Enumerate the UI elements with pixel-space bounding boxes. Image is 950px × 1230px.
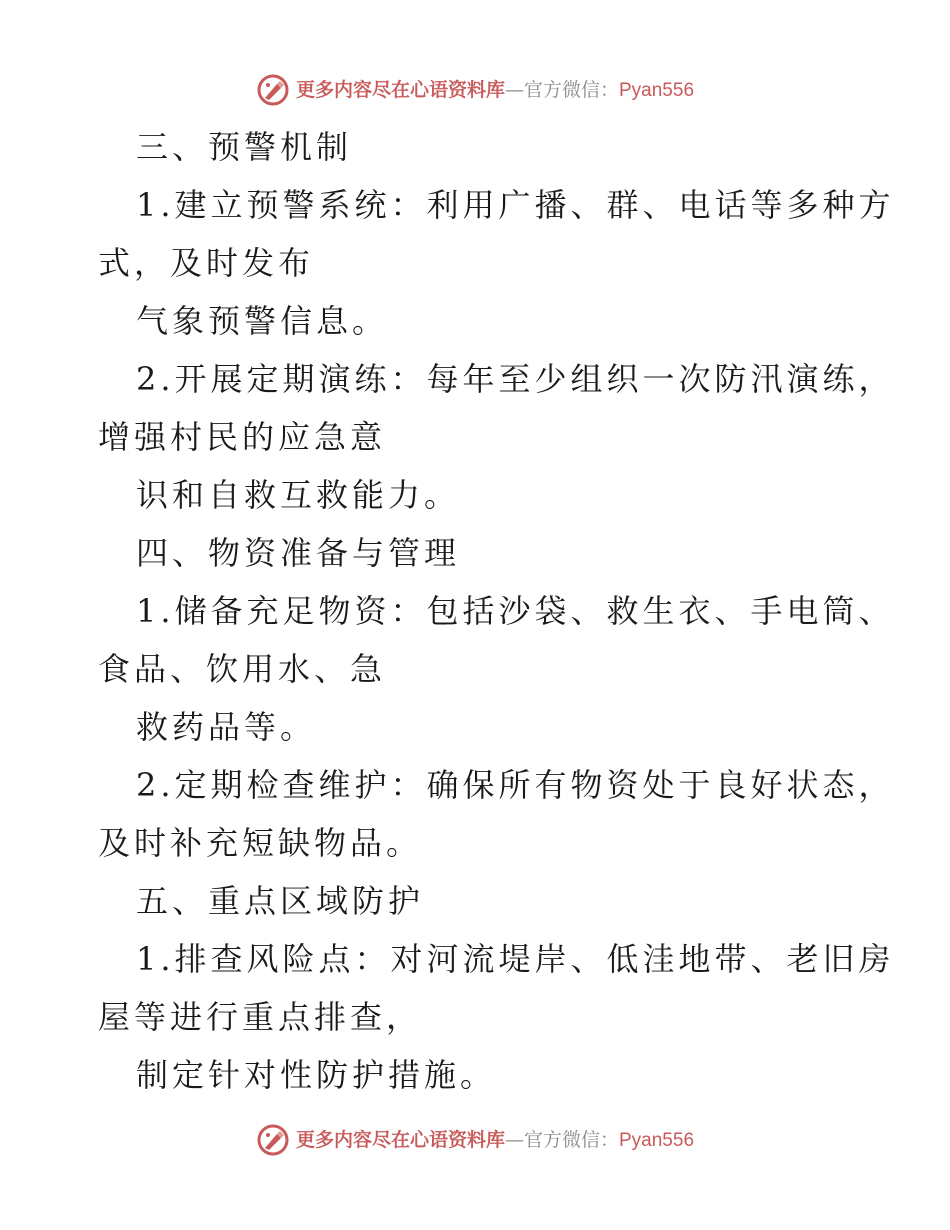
watermark-wechat-label: —官方微信： [504, 1128, 619, 1151]
text-line: 食品、饮用水、急 [98, 650, 387, 688]
watermark-wechat-id: Pyan556 [619, 1129, 695, 1151]
pen-logo-icon [256, 73, 290, 107]
text-line: 2.开展定期演练：每年至少组织一次防汛演练， [136, 360, 895, 398]
text-line: 制定针对性防护措施。 [136, 1056, 497, 1094]
watermark-site-name: 更多内容尽在心语资料库 [295, 1128, 505, 1151]
watermark-text [295, 1128, 695, 1151]
text-line: 三、预警机制 [136, 128, 353, 166]
text-line: 增强村民的应急意 [98, 418, 387, 456]
text-line: 气象预警信息。 [136, 302, 389, 340]
text-line: 识和自救互救能力。 [136, 476, 461, 514]
footer-watermark [0, 1120, 950, 1160]
header-watermark [0, 70, 950, 110]
document-body [98, 118, 895, 1104]
text-line: 救药品等。 [136, 708, 317, 746]
text-line: 屋等进行重点排查， [98, 998, 423, 1036]
watermark-text [295, 78, 695, 101]
text-line: 1.建立预警系统：利用广播、群、电话等多种方 [136, 186, 895, 224]
text-line: 四、物资准备与管理 [136, 534, 461, 572]
watermark-site-name: 更多内容尽在心语资料库 [295, 78, 505, 101]
text-line: 1.排查风险点：对河流堤岸、低洼地带、老旧房 [136, 940, 895, 978]
text-line: 及时补充短缺物品。 [98, 824, 423, 862]
text-line: 式，及时发布 [98, 244, 315, 282]
text-line: 五、重点区域防护 [136, 882, 425, 920]
pen-logo-icon [256, 1123, 290, 1157]
watermark-wechat-label: —官方微信： [504, 78, 619, 101]
watermark-wechat-id: Pyan556 [619, 79, 695, 101]
text-line: 2.定期检查维护：确保所有物资处于良好状态， [136, 766, 895, 804]
text-line: 1.储备充足物资：包括沙袋、救生衣、手电筒、 [136, 592, 895, 630]
